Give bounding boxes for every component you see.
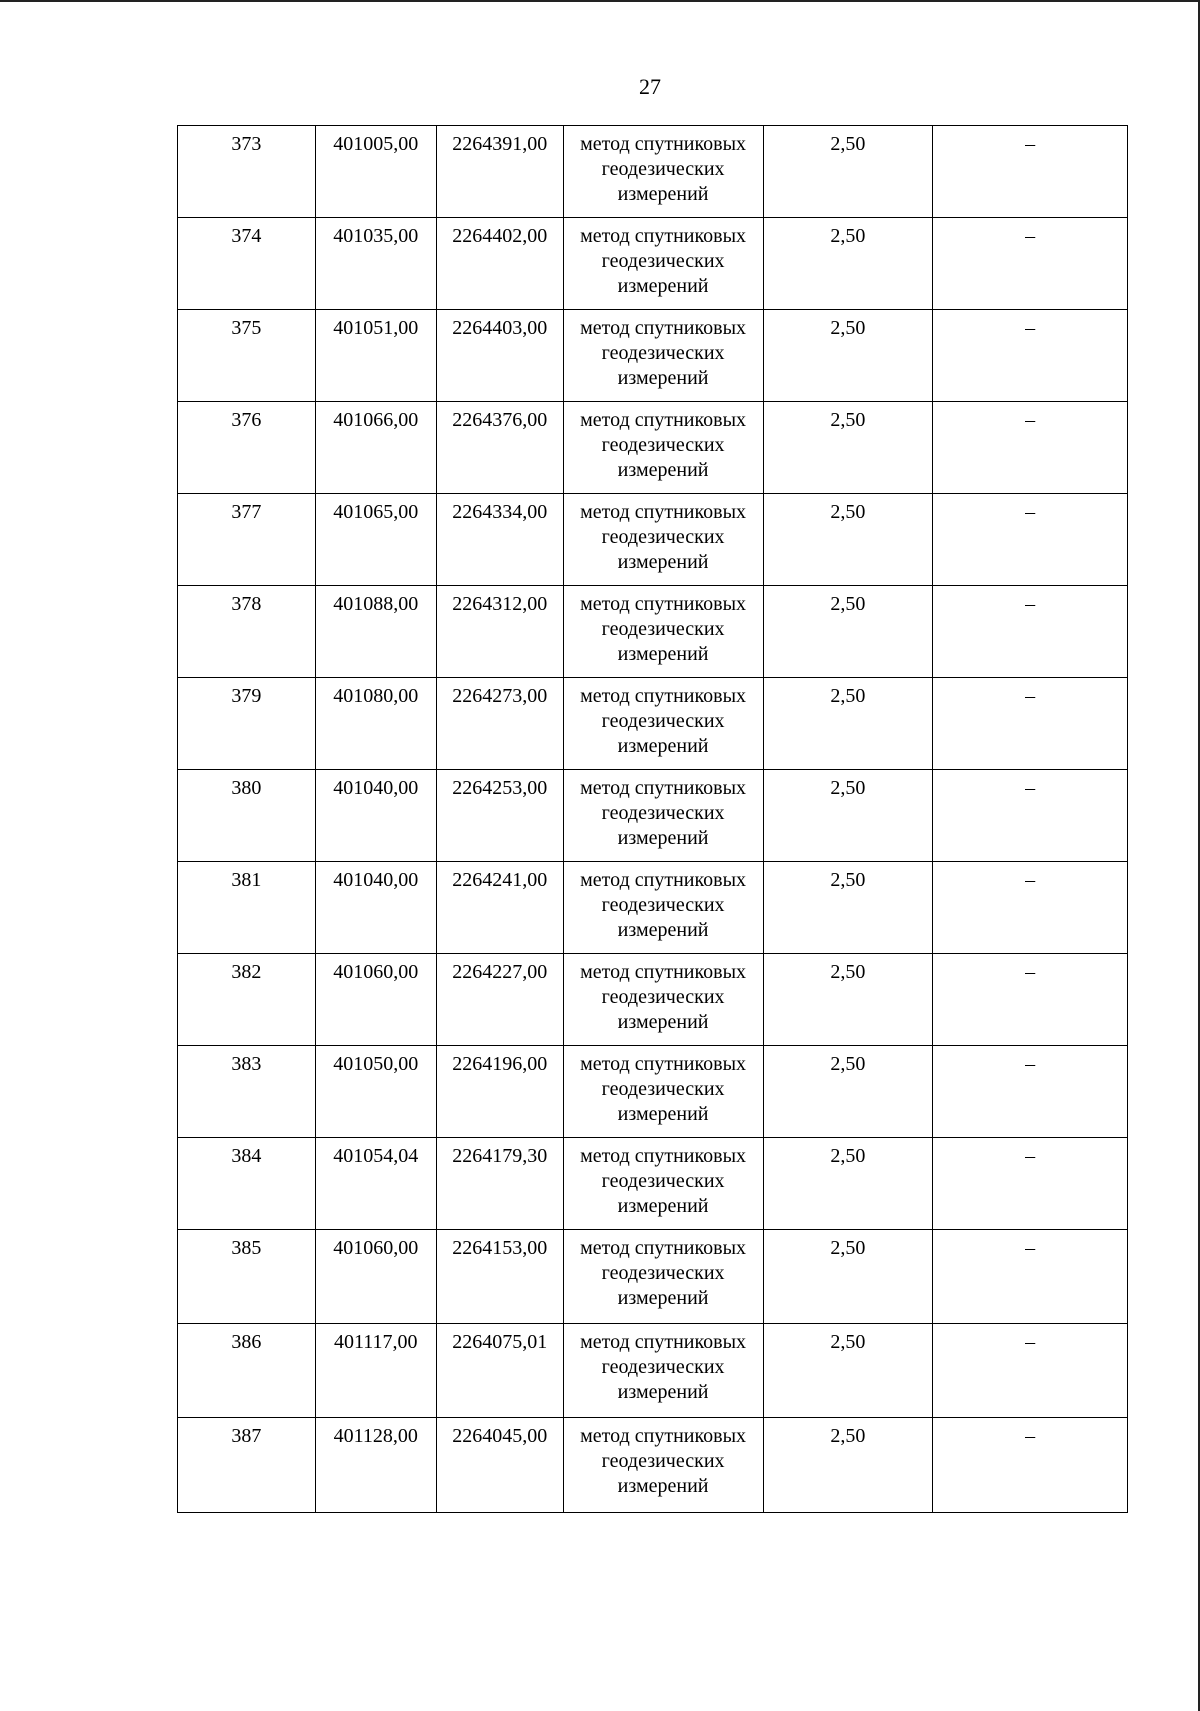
table-row [178,770,1128,862]
x-coordinate-cell: 401040,00 [315,770,436,862]
x-coordinate-cell: 401065,00 [315,494,436,586]
table-row [178,494,1128,586]
point-number-cell: 377 [178,494,316,586]
y-coordinate-cell: 2264376,00 [436,402,563,494]
point-number-cell: 378 [178,586,316,678]
y-coordinate-cell: 2264196,00 [436,1046,563,1138]
description-cell: – [933,126,1128,218]
x-coordinate-cell: 401066,00 [315,402,436,494]
table-row [178,586,1128,678]
point-number-cell: 382 [178,954,316,1046]
point-number-cell: 381 [178,862,316,954]
method-cell: метод спутниковых геодезических измерений [563,218,763,310]
y-coordinate-cell: 2264241,00 [436,862,563,954]
y-coordinate-cell: 2264045,00 [436,1418,563,1513]
x-coordinate-cell: 401060,00 [315,954,436,1046]
table-row [178,126,1128,218]
y-coordinate-cell: 2264403,00 [436,310,563,402]
description-cell: – [933,770,1128,862]
x-coordinate-cell: 401040,00 [315,862,436,954]
accuracy-cell: 2,50 [763,402,933,494]
table-row [178,1046,1128,1138]
table-row [178,954,1128,1046]
method-cell: метод спутниковых геодезических измерений [563,954,763,1046]
table-row [178,310,1128,402]
page-number: 27 [639,74,661,99]
accuracy-cell: 2,50 [763,1046,933,1138]
method-cell: метод спутниковых геодезических измерений [563,1046,763,1138]
x-coordinate-cell: 401088,00 [315,586,436,678]
accuracy-cell: 2,50 [763,126,933,218]
method-cell: метод спутниковых геодезических измерений [563,494,763,586]
description-cell: – [933,1418,1128,1513]
method-cell: метод спутниковых геодезических измерений [563,126,763,218]
accuracy-cell: 2,50 [763,586,933,678]
description-cell: – [933,954,1128,1046]
method-cell: метод спутниковых геодезических измерений [563,402,763,494]
table-row [178,862,1128,954]
x-coordinate-cell: 401054,04 [315,1138,436,1230]
method-cell: метод спутниковых геодезических измерений [563,1418,763,1513]
accuracy-cell: 2,50 [763,494,933,586]
accuracy-cell: 2,50 [763,1324,933,1418]
accuracy-cell: 2,50 [763,770,933,862]
x-coordinate-cell: 401128,00 [315,1418,436,1513]
description-cell: – [933,1324,1128,1418]
description-cell: – [933,402,1128,494]
description-cell: – [933,586,1128,678]
y-coordinate-cell: 2264153,00 [436,1230,563,1324]
point-number-cell: 373 [178,126,316,218]
table-row [178,1138,1128,1230]
accuracy-cell: 2,50 [763,218,933,310]
method-cell: метод спутниковых геодезических измерений [563,1324,763,1418]
point-number-cell: 374 [178,218,316,310]
coordinates-table-body [178,126,1128,1513]
y-coordinate-cell: 2264402,00 [436,218,563,310]
x-coordinate-cell: 401005,00 [315,126,436,218]
accuracy-cell: 2,50 [763,862,933,954]
method-cell: метод спутниковых геодезических измерений [563,678,763,770]
method-cell: метод спутниковых геодезических измерений [563,1138,763,1230]
point-number-cell: 379 [178,678,316,770]
accuracy-cell: 2,50 [763,1138,933,1230]
table-row [178,402,1128,494]
method-cell: метод спутниковых геодезических измерений [563,770,763,862]
accuracy-cell: 2,50 [763,1418,933,1513]
x-coordinate-cell: 401050,00 [315,1046,436,1138]
point-number-cell: 380 [178,770,316,862]
description-cell: – [933,862,1128,954]
x-coordinate-cell: 401035,00 [315,218,436,310]
point-number-cell: 385 [178,1230,316,1324]
x-coordinate-cell: 401080,00 [315,678,436,770]
description-cell: – [933,494,1128,586]
method-cell: метод спутниковых геодезических измерений [563,1230,763,1324]
y-coordinate-cell: 2264227,00 [436,954,563,1046]
table-row [178,1230,1128,1324]
point-number-cell: 375 [178,310,316,402]
x-coordinate-cell: 401060,00 [315,1230,436,1324]
table-row [178,218,1128,310]
description-cell: – [933,310,1128,402]
accuracy-cell: 2,50 [763,678,933,770]
point-number-cell: 386 [178,1324,316,1418]
accuracy-cell: 2,50 [763,1230,933,1324]
table-row [178,1418,1128,1513]
table-row [178,678,1128,770]
y-coordinate-cell: 2264253,00 [436,770,563,862]
description-cell: – [933,1230,1128,1324]
y-coordinate-cell: 2264273,00 [436,678,563,770]
method-cell: метод спутниковых геодезических измерений [563,862,763,954]
description-cell: – [933,1046,1128,1138]
x-coordinate-cell: 401117,00 [315,1324,436,1418]
y-coordinate-cell: 2264334,00 [436,494,563,586]
scan-border-top [0,0,1200,2]
point-number-cell: 384 [178,1138,316,1230]
point-number-cell: 376 [178,402,316,494]
description-cell: – [933,1138,1128,1230]
accuracy-cell: 2,50 [763,310,933,402]
y-coordinate-cell: 2264179,30 [436,1138,563,1230]
method-cell: метод спутниковых геодезических измерений [563,586,763,678]
point-number-cell: 387 [178,1418,316,1513]
x-coordinate-cell: 401051,00 [315,310,436,402]
y-coordinate-cell: 2264391,00 [436,126,563,218]
coordinates-table [177,125,1128,1513]
method-cell: метод спутниковых геодезических измерений [563,310,763,402]
y-coordinate-cell: 2264312,00 [436,586,563,678]
accuracy-cell: 2,50 [763,954,933,1046]
description-cell: – [933,678,1128,770]
description-cell: – [933,218,1128,310]
point-number-cell: 383 [178,1046,316,1138]
table-row [178,1324,1128,1418]
y-coordinate-cell: 2264075,01 [436,1324,563,1418]
